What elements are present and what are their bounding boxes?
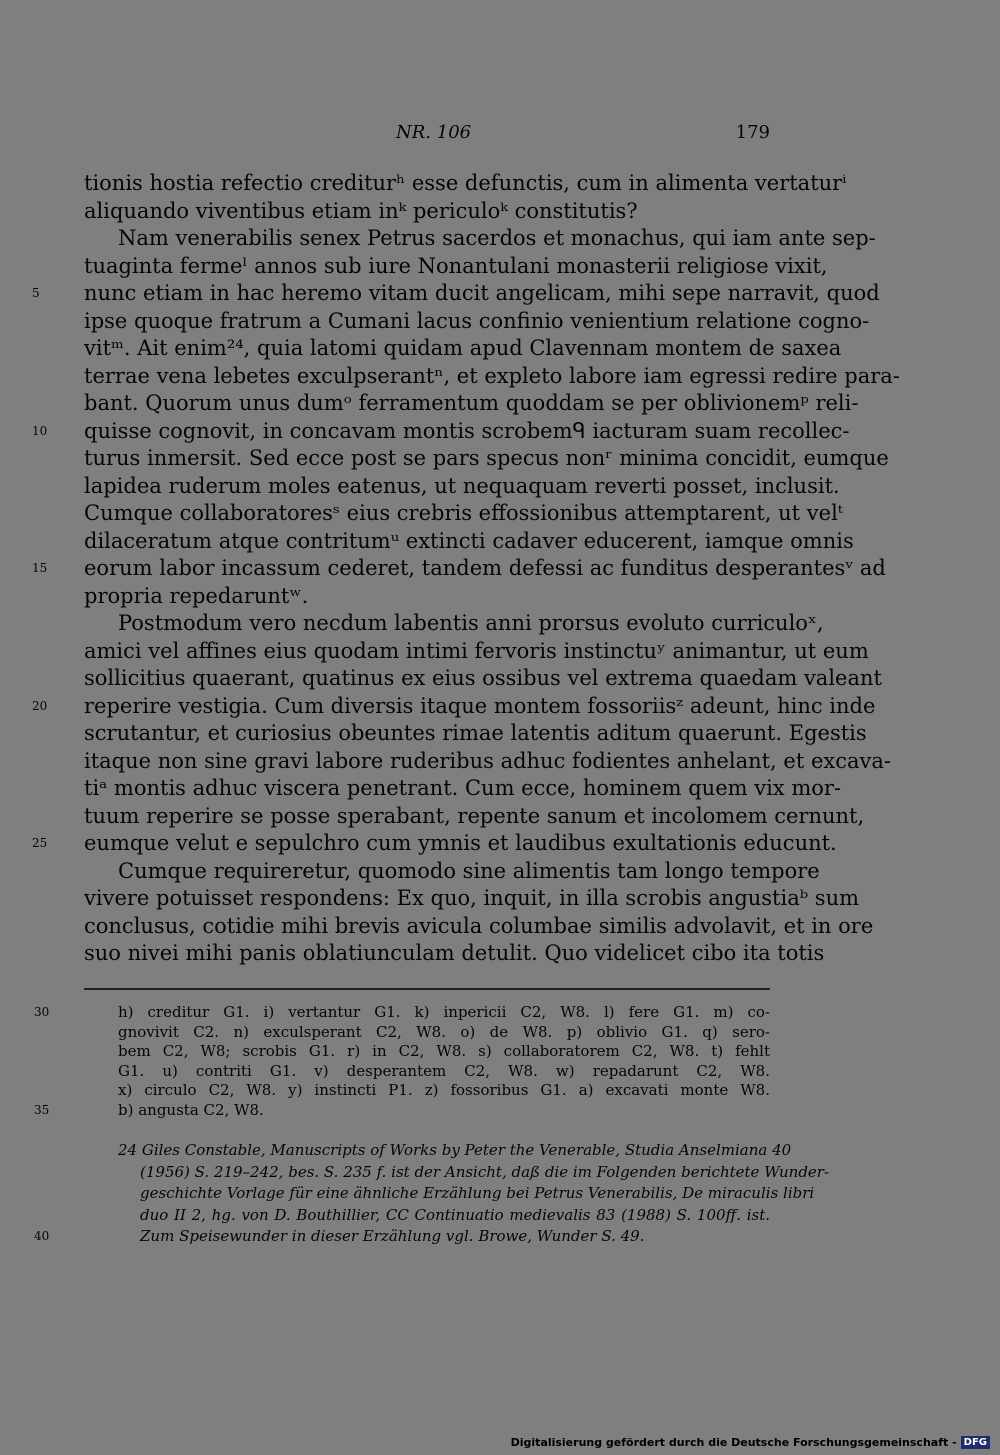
body-text: reperire vestigia. Cum diversis itaque montem fossoriisᶻ adeunt, hinc inde <box>84 693 876 718</box>
footnote-text: Zum Speisewunder in dieser Erzählung vgl. Browe, Wunder S. 49. <box>140 1227 645 1245</box>
apparatus-line <box>118 1081 770 1101</box>
apparatus-line <box>118 1042 770 1062</box>
apparatus-text: x) circulo C2, W8. y) instincti P1. z) fossoribus G1. a) excavati monte W8. <box>118 1081 770 1099</box>
footnote-line <box>34 1226 770 1248</box>
body-line <box>84 528 854 556</box>
body-line <box>84 720 867 748</box>
footnote-line <box>118 1140 792 1162</box>
body-text: Cumque collaboratoresˢ eius crebris effossionibus attemptarent, ut velᵗ <box>84 501 843 525</box>
body-text: Nam venerabilis senex Petrus sacerdos et monachus, qui iam ante sep- <box>118 226 876 250</box>
body-line <box>32 418 850 446</box>
digitization-credit <box>511 1436 990 1449</box>
body-text: vitᵐ. Ait enim²⁴, quia latomi quidam apud Clavennam montem de saxea <box>84 336 842 360</box>
body-line <box>84 913 874 941</box>
body-line <box>84 748 891 776</box>
page-number: 179 <box>735 122 770 143</box>
body-text: vivere potuisset respondens: Ex quo, inquit, in illa scrobis angustiaᵇ sum <box>84 886 860 910</box>
body-text: suo nivei mihi panis oblatiunculam detulit. Quo videlicet cibo ita totis <box>84 941 825 965</box>
body-text: lapidea ruderum moles eatenus, ut nequaquam reverti posset, inclusit. <box>84 473 840 498</box>
line-number: 20 <box>32 698 48 713</box>
credit-text: Digitalisierung gefördert durch die Deutsche Forschungsgemeinschaft - <box>510 1436 957 1449</box>
body-text: amici vel affines eius quodam intimi fervoris instinctuʸ animantur, ut eum <box>84 638 869 663</box>
body-line <box>84 858 820 886</box>
apparatus-text: b) angusta C2, W8. <box>118 1100 264 1119</box>
line-number: 30 <box>34 1005 50 1019</box>
body-text: Cumque requireretur, quomodo sine alimentis tam longo tempore <box>118 858 820 883</box>
footnote-line <box>118 1205 770 1227</box>
running-header <box>84 122 770 150</box>
body-text: propria repedaruntʷ. <box>84 583 309 608</box>
body-line <box>32 830 837 858</box>
line-number: 10 <box>32 423 48 438</box>
body-line <box>84 363 900 391</box>
body-line <box>32 555 886 583</box>
body-text: dilaceratum atque contritumᵘ extincti cadaver educerent, iamque omnis <box>84 528 854 553</box>
line-number: 40 <box>34 1229 50 1243</box>
body-text: scrutantur, et curiosius obeuntes rimae latentis aditum quaerunt. Egestis <box>84 721 867 745</box>
body-text: nunc etiam in hac heremo vitam ducit angelicam, mihi sepe narravit, quod <box>84 281 880 305</box>
critical-apparatus <box>34 1003 770 1120</box>
body-line <box>84 170 847 198</box>
footnote-text: 24 Giles Constable, Manuscripts of Works by Peter the Venerable, Studia Anselmiana 40 <box>118 1141 792 1159</box>
body-line <box>84 473 840 501</box>
body-text: eumque velut e sepulchro cum ymnis et laudibus exultationis educunt. <box>84 831 837 855</box>
header-title: NR. 106 <box>396 122 472 143</box>
line-number: 5 <box>32 286 40 300</box>
body-line <box>84 390 859 418</box>
apparatus-line <box>34 1100 770 1121</box>
dfg-logo: DFG <box>961 1436 990 1449</box>
body-line <box>84 638 869 666</box>
body-line <box>84 308 870 336</box>
footnote-text: (1956) S. 219–242, bes. S. 235 f. ist der Ansicht, daß die im Folgenden berichtete Wunder- <box>140 1162 830 1181</box>
body-text: tuum reperire se posse sperabant, repente sanum et incolomem cernunt, <box>84 803 865 828</box>
body-text: terrae vena lebetes exculpserantⁿ, et expleto labore iam egressi redire para- <box>84 363 900 388</box>
footnote-divider <box>84 988 770 990</box>
line-number: 25 <box>32 836 48 850</box>
body-line <box>84 198 770 226</box>
body-line <box>84 335 842 363</box>
footnote-line <box>118 1183 815 1205</box>
body-line <box>84 665 882 693</box>
footnote-line <box>118 1162 830 1184</box>
body-text: tionis hostia refectio crediturʰ esse defunctis, cum in alimenta vertaturⁱ <box>84 171 847 195</box>
line-number: 35 <box>34 1102 50 1117</box>
apparatus-text: h) creditur G1. i) vertantur G1. k) inpericii C2, W8. l) fere G1. m) co- <box>118 1003 770 1021</box>
body-line <box>32 280 880 308</box>
body-line <box>84 610 824 638</box>
body-text: eorum labor incassum cederet, tandem defessi ac funditus desperantesᵛ ad <box>84 556 886 580</box>
apparatus-line <box>118 1062 770 1082</box>
body-text: quisse cognovit, in concavam montis scrobemᑫ iacturam suam recollec- <box>84 418 850 443</box>
body-text: tuaginta fermeˡ annos sub iure Nonantulani monasterii religiose vixit, <box>84 253 828 278</box>
body-line <box>84 583 770 611</box>
body-text: aliquando viventibus etiam inᵏ periculoᵏ constitutis? <box>84 198 638 223</box>
body-text: conclusus, cotidie mihi brevis avicula columbae similis advolavit, et in ore <box>84 913 874 938</box>
line-number: 15 <box>32 561 48 575</box>
apparatus-text: bem C2, W8; scrobis G1. r) in C2, W8. s) collaboratorem C2, W8. t) fehlt <box>118 1042 770 1060</box>
body-text: tiᵃ montis adhuc viscera penetrant. Cum ecce, hominem quem vix mor- <box>84 776 842 800</box>
body-line <box>84 803 865 831</box>
body-line <box>84 445 889 473</box>
body-line <box>84 253 828 281</box>
body-line <box>84 940 825 968</box>
apparatus-text: gnovivit C2. n) exculsperant C2, W8. o) de W8. p) oblivio G1. q) sero- <box>118 1022 770 1041</box>
apparatus-text: G1. u) contriti G1. v) desperantem C2, W8. w) repadarunt C2, W8. <box>118 1061 770 1080</box>
body-line <box>84 885 860 913</box>
body-text: ipse quoque fratrum a Cumani lacus confinio venientium relatione cogno- <box>84 308 870 333</box>
body-line <box>84 225 876 253</box>
body-line <box>84 500 843 528</box>
body-text: Postmodum vero necdum labentis anni prorsus evoluto curriculoˣ, <box>118 611 824 635</box>
body-line <box>84 775 842 803</box>
main-text <box>32 170 900 968</box>
body-text: bant. Quorum unus dumᵒ ferramentum quoddam se per oblivionemᵖ reli- <box>84 391 859 415</box>
body-line <box>32 693 876 721</box>
footnotes <box>34 1140 830 1248</box>
body-text: itaque non sine gravi labore ruderibus adhuc fodientes anhelant, et excava- <box>84 748 891 773</box>
body-text: sollicitius quaerant, quatinus ex eius ossibus vel extrema quaedam valeant <box>84 666 882 690</box>
footnote-text: duo II 2, hg. von D. Bouthillier, CC Continuatio medievalis 83 (1988) S. 100ff. ist. <box>140 1205 770 1224</box>
apparatus-line <box>118 1023 770 1043</box>
footnote-text: geschichte Vorlage für eine ähnliche Erzählung bei Petrus Venerabilis, De miraculis libri <box>140 1184 815 1202</box>
apparatus-line <box>34 1003 770 1023</box>
body-text: turus inmersit. Sed ecce post se pars specus nonʳ minima concidit, eumque <box>84 446 889 470</box>
